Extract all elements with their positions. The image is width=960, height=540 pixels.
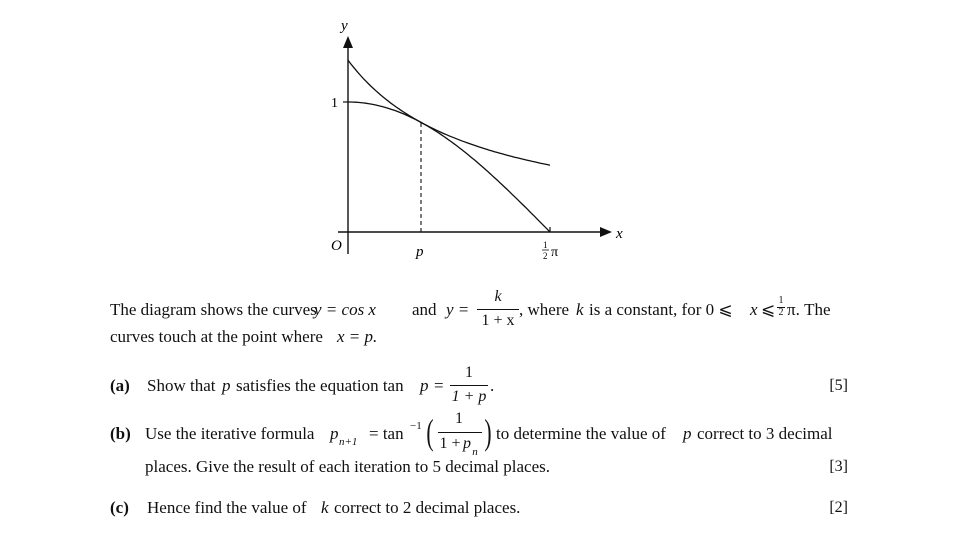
question-a-den: 1 + p — [451, 388, 487, 405]
question-a-num: 1 — [465, 364, 473, 381]
question-b-formula-p: p — [330, 424, 339, 443]
question-a-text2: satisfies the equation tan — [236, 376, 404, 395]
question-b-label: (b) — [110, 424, 131, 443]
question-b-text: Use the iterative formula — [145, 424, 315, 443]
question-c-text: Hence find the value of — [147, 498, 307, 517]
question-c-text2: correct to 2 decimal places. — [334, 498, 521, 517]
question-b-line2: places. Give the result of each iteration to 5 decimal places. — [145, 457, 551, 476]
question-a-frac-bar — [450, 385, 488, 386]
question-a-eq: = — [434, 376, 444, 395]
intro-x: x — [750, 300, 758, 319]
question-a-p: p — [222, 376, 231, 395]
curve-k-over-1-plus-x — [348, 60, 550, 165]
question-b-formula-eq: = tan — [369, 424, 404, 443]
question-b-text2: to determine the value of — [496, 424, 666, 443]
question-a-label: (a) — [110, 376, 130, 395]
origin-label: O — [331, 238, 342, 254]
intro-line2: curves touch at the point where — [110, 327, 323, 346]
question-b-text3: correct to 3 decimal — [697, 424, 833, 443]
question-b-frac-bar — [438, 432, 482, 433]
intro-half-num: 1 — [778, 295, 784, 306]
x-point-label: p — [416, 244, 424, 260]
intro-half-den: 2 — [778, 307, 784, 318]
intro-k: k — [576, 300, 584, 319]
x-end-label-den: 2 — [543, 251, 548, 261]
intro-text-4: ⩽ — [761, 300, 776, 319]
question-a-p2: p — [420, 376, 429, 395]
question-b-num: 1 — [455, 410, 463, 427]
x-axis-label: x — [616, 226, 623, 242]
intro-line2-eq: x = p. — [337, 327, 378, 346]
x-axis-arrow-icon — [600, 227, 612, 237]
question-b-den-pre: 1 + — [439, 435, 461, 452]
question-c-k: k — [321, 498, 329, 517]
intro-eq2-left: y = — [446, 300, 470, 319]
question-b-den-p: p — [463, 435, 471, 452]
y-tick-label: 1 — [331, 96, 338, 111]
x-end-label-num: 1 — [543, 240, 548, 250]
x-end-label-pi: π — [551, 245, 559, 260]
intro-text-5: π. The — [787, 300, 831, 319]
question-b-p: p — [683, 424, 692, 443]
right-paren-icon: ) — [484, 412, 492, 452]
question-a-dot: . — [490, 376, 495, 395]
curve-cos-x — [348, 102, 550, 232]
question-c-label: (c) — [110, 498, 129, 517]
question-b-formula-sup: −1 — [410, 420, 422, 432]
intro-text-3: is a constant, for 0 ⩽ — [589, 300, 733, 319]
question-b-den-sub: n — [472, 446, 478, 458]
question-a-marks: [5] — [829, 377, 848, 394]
question-b-marks: [3] — [829, 458, 848, 475]
left-paren-icon: ( — [426, 412, 434, 452]
intro-frac-bar — [477, 309, 519, 310]
question-b-formula-sub: n+1 — [339, 436, 358, 448]
question-c-marks: [2] — [829, 499, 848, 516]
intro-frac-num: k — [494, 288, 502, 305]
question-a-text: Show that — [147, 376, 216, 395]
y-axis-label: y — [341, 18, 348, 34]
intro-text-1: The diagram shows the curves — [110, 300, 317, 319]
y-axis-arrow-icon — [343, 36, 353, 48]
intro-frac-den: 1 + x — [481, 312, 515, 329]
intro-and: and — [412, 300, 437, 319]
intro-eq-cos: y = cos x — [314, 300, 376, 319]
intro-text-2: , where — [519, 300, 570, 319]
